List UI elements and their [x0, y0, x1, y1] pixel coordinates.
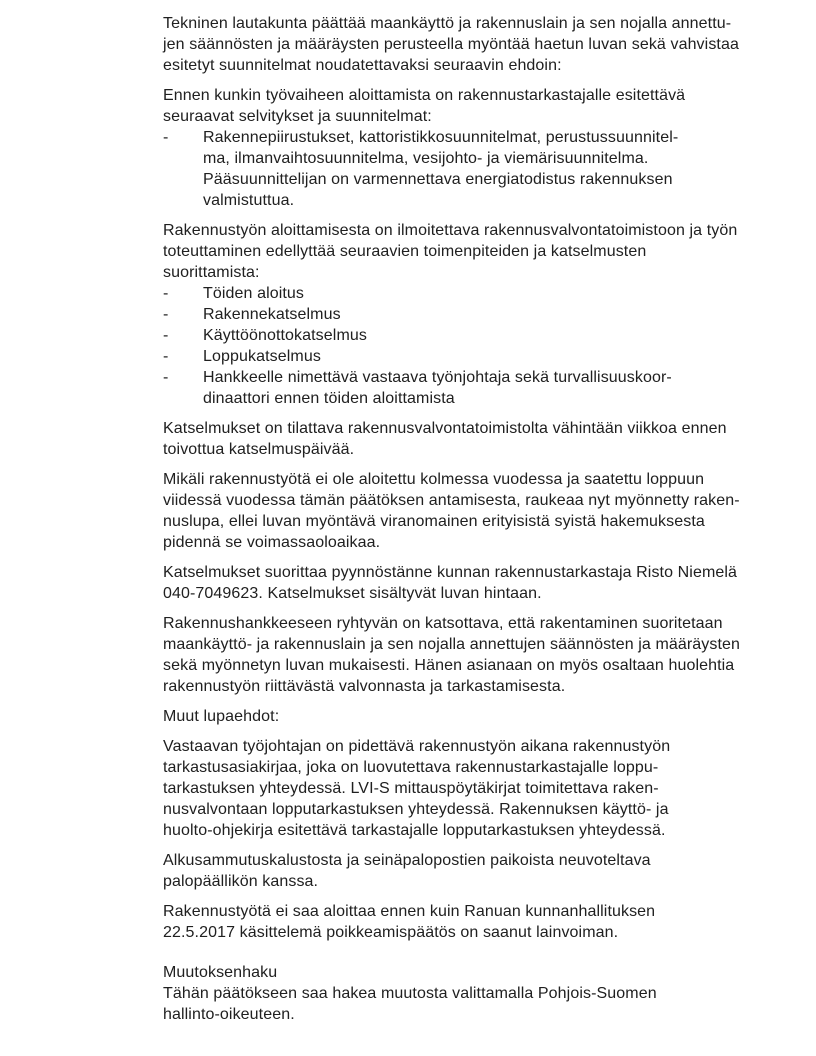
text-line: Tekninen lautakunta päättää maankäyttö ja rakennuslain ja sen nojalla annettu- [163, 15, 732, 32]
bullet-item [163, 304, 757, 325]
bullet-item-text [203, 346, 757, 367]
text-line: dinaattori ennen töiden aloittamista [203, 390, 455, 407]
bullet-item-text [203, 283, 757, 304]
paragraph [163, 220, 757, 283]
text-line: esitetyt suunnitelmat noudatettavaksi seuraavin ehdoin: [163, 57, 562, 74]
bullet-list [163, 127, 757, 211]
text-line: Töiden aloitus [203, 285, 305, 302]
paragraph [163, 706, 757, 727]
bullet-marker: - [163, 327, 169, 344]
text-line: toivottua katselmuspäivää. [163, 441, 355, 458]
text-line: Loppukatselmus [203, 348, 321, 365]
text-line: sekä myönnetyn luvan mukaisesti. Hänen asianaan on myös osaltaan huolehtia [163, 657, 735, 674]
bullet-item-text [203, 325, 757, 346]
text-line: Muutoksenhaku [163, 964, 278, 981]
text-line: Katselmukset on tilattava rakennusvalvontatoimistolta vähintään viikkoa ennen [163, 420, 727, 437]
text-line: Alkusammutuskalustosta ja seinäpalopostien paikoista neuvoteltava [163, 852, 651, 869]
text-line: 040-7049623. Katselmukset sisältyvät luvan hintaan. [163, 585, 542, 602]
bullet-list [163, 283, 757, 409]
paragraph [163, 469, 757, 553]
text-line: 22.5.2017 käsittelemä poikkeamispäätös on saanut lainvoiman. [163, 924, 619, 941]
paragraph [163, 901, 757, 943]
text-line: Vastaavan työjohtajan on pidettävä rakennustyön aikana rakennustyön [163, 738, 671, 755]
paragraph [163, 418, 757, 460]
paragraph [163, 562, 757, 604]
paragraph [163, 850, 757, 892]
text-line: Rakennustyön aloittamisesta on ilmoitettava rakennusvalvontatoimistoon ja työn [163, 222, 738, 239]
text-line: viidessä vuodessa tämän päätöksen antamisesta, raukeaa nyt myönnetty raken- [163, 492, 740, 509]
text-line: hallinto-oikeuteen. [163, 1006, 295, 1023]
text-line: Mikäli rakennustyötä ei ole aloitettu kolmessa vuodessa ja saatettu loppuun [163, 471, 705, 488]
text-line: nusvalvontaan lopputarkastuksen yhteydessä. Rakennuksen käyttö- ja [163, 801, 669, 818]
text-line: Ennen kunkin työvaiheen aloittamista on rakennustarkastajalle esitettävä [163, 87, 686, 104]
text-line: Tähän päätökseen saa hakea muutosta valittamalla Pohjois-Suomen [163, 985, 657, 1002]
text-line: suorittamista: [163, 264, 260, 281]
bullet-marker: - [163, 129, 169, 146]
text-line: Hankkeelle nimettävä vastaava työnjohtaja sekä turvallisuuskoor- [203, 369, 672, 386]
text-line: Muut lupaehdot: [163, 708, 280, 725]
bullet-marker: - [163, 285, 169, 302]
bullet-marker: - [163, 306, 169, 323]
text-line: palopäällikön kanssa. [163, 873, 319, 890]
bullet-item [163, 283, 757, 304]
bullet-item [163, 367, 757, 409]
bullet-item [163, 127, 757, 211]
text-line: pidennä se voimassaoloaikaa. [163, 534, 381, 551]
text-line: Pääsuunnittelijan on varmennettava energiatodistus rakennuksen [203, 171, 673, 188]
text-line: Rakennekatselmus [203, 306, 341, 323]
paragraph [163, 962, 757, 1025]
text-line: huolto-ohjekirja esitettävä tarkastajalle lopputarkastuksen yhteydessä. [163, 822, 666, 839]
document-text-body [163, 13, 757, 1034]
text-line: jen säännösten ja määräysten perusteella myöntää haetun luvan sekä vahvistaa [163, 36, 739, 53]
bullet-item [163, 346, 757, 367]
text-line: ma, ilmanvaihtosuunnitelma, vesijohto- ja viemärisuunnitelma. [203, 150, 649, 167]
text-line: Katselmukset suorittaa pyynnöstänne kunnan rakennustarkastaja Risto Niemelä [163, 564, 738, 581]
bullet-marker: - [163, 369, 169, 386]
text-line: nuslupa, ellei luvan myöntävä viranomainen erityisistä syistä hakemuksesta [163, 513, 705, 530]
bullet-item-text [203, 127, 757, 211]
paragraph [163, 613, 757, 697]
text-line: toteuttaminen edellyttää seuraavien toimenpiteiden ja katselmusten [163, 243, 647, 260]
text-line: Rakennustyötä ei saa aloittaa ennen kuin Ranuan kunnanhallituksen [163, 903, 656, 920]
paragraph [163, 13, 757, 76]
bullet-item-text [203, 304, 757, 325]
bullet-item [163, 325, 757, 346]
bullet-marker: - [163, 348, 169, 365]
text-line: rakennustyön riittävästä valvonnasta ja tarkastamisesta. [163, 678, 566, 695]
bullet-item-text [203, 367, 757, 409]
text-line: maankäyttö- ja rakennuslain ja sen nojalla annettujen säännösten ja määräysten [163, 636, 741, 653]
text-line: tarkastusasiakirjaa, joka on luovutettava rakennustarkastajalle loppu- [163, 759, 659, 776]
text-line: tarkastuksen yhteydessä. LVI-S mittauspöytäkirjat toimitettava raken- [163, 780, 659, 797]
text-line: Käyttöönottokatselmus [203, 327, 367, 344]
text-line: valmistuttua. [203, 192, 295, 209]
paragraph [163, 85, 757, 127]
text-line: Rakennepiirustukset, kattoristikkosuunnitelmat, perustussuunnitel- [203, 129, 679, 146]
paragraph [163, 736, 757, 841]
text-line: Rakennushankkeeseen ryhtyvän on katsottava, että rakentaminen suoritetaan [163, 615, 723, 632]
text-line: seuraavat selvitykset ja suunnitelmat: [163, 108, 432, 125]
